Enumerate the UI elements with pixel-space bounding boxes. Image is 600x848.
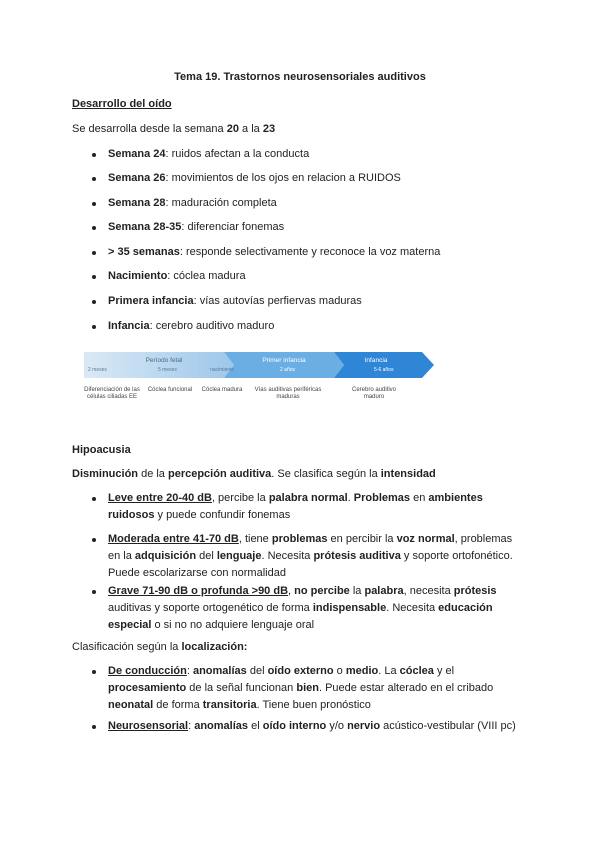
- list-item-text: en: [410, 492, 429, 504]
- list-item-text: o: [333, 665, 346, 677]
- bullet-icon: [92, 497, 96, 501]
- bold-text: cóclea: [399, 665, 434, 677]
- bold-text: medio: [345, 665, 379, 677]
- list-item-text: :: [186, 665, 193, 677]
- timeline-tick: 2 meses: [88, 367, 107, 373]
- list-item: [108, 246, 440, 258]
- list-item-text: . La: [378, 665, 400, 677]
- list-item-term: Leve entre 20-40 dB: [108, 492, 212, 504]
- bullet-icon: [92, 538, 96, 542]
- timeline-phase-fetal: Período fetal: [145, 357, 183, 364]
- list-item-text: : cerebro auditivo maduro: [149, 320, 275, 332]
- list-item-term: De conducción: [108, 665, 187, 677]
- bold-text: problemas: [271, 533, 328, 545]
- list-item-text: la: [349, 585, 365, 597]
- bullet-icon: [92, 725, 96, 729]
- bold-text: anomalías: [194, 720, 249, 732]
- list-item-text: : ruidos afectan a la conducta: [165, 148, 310, 160]
- list-item-line: [108, 509, 290, 521]
- list-item-text: o si no no adquiere lenguaje oral: [151, 619, 315, 631]
- list-item-text: .: [347, 492, 354, 504]
- list-item-term: Semana 28-35: [108, 221, 182, 233]
- list-item-text: . Necesita: [261, 550, 314, 562]
- list-item-text: : diferenciar fonemas: [181, 221, 285, 233]
- list-item: [108, 197, 277, 209]
- list-item-text: del: [246, 665, 268, 677]
- intro-bold: localización:: [181, 641, 248, 653]
- bold-text: voz normal: [396, 533, 455, 545]
- intro-bold: intensidad: [380, 468, 436, 480]
- list-item-text: en la: [108, 550, 135, 562]
- list-item-term: Grave 71-90 dB o profunda >90 dB: [108, 585, 289, 597]
- bold-text: transitoria: [202, 699, 257, 711]
- list-item-line: [108, 619, 314, 631]
- bold-text: anomalías: [192, 665, 247, 677]
- list-item-term: > 35 semanas: [108, 246, 180, 258]
- list-item-text: . Necesita: [386, 602, 439, 614]
- list-item-term: Moderada entre 41-70 dB: [108, 533, 239, 545]
- bold-text: nervio: [347, 720, 381, 732]
- list-item-line: [108, 533, 512, 545]
- list-item-text: ,: [288, 585, 295, 597]
- list-item-line: [108, 665, 454, 677]
- timeline-segment-fetal: [84, 352, 234, 378]
- bullet-icon: [92, 325, 96, 329]
- bold-text: prótesis: [453, 585, 497, 597]
- list-item-text: el: [248, 720, 263, 732]
- list-item-text: . Tiene buen pronóstico: [256, 699, 371, 711]
- list-item: [108, 295, 362, 307]
- list-item-text: , problemas: [454, 533, 513, 545]
- list-item-text: y/o: [326, 720, 348, 732]
- timeline-phase-primer-infancia: Primer infancia: [262, 357, 306, 364]
- bold-text: no percibe: [294, 585, 350, 597]
- bold-text: prótesis auditiva: [313, 550, 401, 562]
- bold-text: especial: [108, 619, 152, 631]
- list-item-text: del: [196, 550, 217, 562]
- list-item: [108, 148, 309, 160]
- bold-text: neonatal: [108, 699, 154, 711]
- list-item-term: Semana 28: [108, 197, 166, 209]
- bullet-icon: [92, 153, 96, 157]
- list-item-line: [108, 682, 493, 694]
- list-item-term: Nacimiento: [108, 270, 168, 282]
- timeline-caption: Cóclea funcional: [147, 387, 193, 393]
- bullet-icon: [92, 300, 96, 304]
- timeline-tick: 5-6 años: [374, 367, 394, 373]
- bold-text: procesamiento: [108, 682, 187, 694]
- bullet-icon: [92, 275, 96, 279]
- section-heading-hipoacusia: Hipoacusia: [72, 444, 131, 456]
- list-item-term: Semana 26: [108, 172, 166, 184]
- list-item-text: , tiene: [238, 533, 272, 545]
- intro-text: a la: [238, 123, 263, 135]
- list-item-term: Semana 24: [108, 148, 166, 160]
- list-item: [108, 320, 274, 332]
- timeline-segment-primer-infancia: [224, 352, 344, 378]
- bold-text: oído externo: [267, 665, 334, 677]
- bold-text: Problemas: [353, 492, 411, 504]
- intro-text: . Se clasifica según la: [271, 468, 381, 480]
- hipoacusia-intro: [72, 468, 436, 480]
- timeline-caption: Diferenciación de las células ciliadas EE: [84, 387, 140, 400]
- intro-week-end: 23: [262, 123, 276, 135]
- list-item-line: [108, 492, 483, 504]
- timeline-tick: nacimiento: [210, 367, 235, 373]
- development-timeline: [84, 352, 436, 378]
- list-item-text: : cóclea madura: [167, 270, 246, 282]
- list-item-text: y puede confundir fonemas: [154, 509, 291, 521]
- list-item-term: Neurosensorial: [108, 720, 189, 732]
- list-item-term: Primera infancia: [108, 295, 194, 307]
- clasificacion-intro: [72, 641, 247, 653]
- list-item-text: de la señal funcionan: [186, 682, 297, 694]
- intro-bold: percepción auditiva: [167, 468, 272, 480]
- list-item: [108, 270, 246, 282]
- bold-text: oído interno: [262, 720, 327, 732]
- list-item-text: : maduración completa: [165, 197, 277, 209]
- bold-text: adquisición: [134, 550, 197, 562]
- list-item-line: [108, 567, 286, 579]
- desarrollo-intro: [72, 123, 275, 135]
- list-item-text: y el: [433, 665, 455, 677]
- list-item: [108, 221, 284, 233]
- bullet-icon: [92, 251, 96, 255]
- list-item-text: en percibir la: [327, 533, 397, 545]
- bullet-icon: [92, 590, 96, 594]
- list-item-text: Puede escolarizarse con normalidad: [108, 567, 286, 579]
- bold-text: educación: [438, 602, 493, 614]
- list-item-text: . Puede estar alterado en el cribado: [318, 682, 494, 694]
- bold-text: ruidosos: [108, 509, 155, 521]
- timeline-caption: Vías auditivas periféricas maduras: [254, 387, 322, 400]
- list-item-text: : movimientos de los ojos en relacion a RUIDOS: [165, 172, 401, 184]
- intro-text: Clasificación según la: [72, 641, 182, 653]
- bullet-icon: [92, 226, 96, 230]
- list-item-text: , percibe la: [211, 492, 269, 504]
- intro-text: Se desarrolla desde la semana: [72, 123, 227, 135]
- bold-text: lenguaje: [216, 550, 262, 562]
- bold-text: palabra: [364, 585, 404, 597]
- list-item-text: y soporte ortofonético.: [400, 550, 513, 562]
- timeline-caption: Cóclea madura: [201, 387, 243, 393]
- bullet-icon: [92, 202, 96, 206]
- intro-bold: Disminución: [72, 468, 139, 480]
- list-item-line: [108, 699, 371, 711]
- list-item-text: , necesita: [403, 585, 454, 597]
- intro-text: de la: [138, 468, 168, 480]
- list-item-text: :: [188, 720, 195, 732]
- timeline-caption: Cerebro auditivo maduro: [351, 387, 397, 400]
- bold-text: ambientes: [428, 492, 483, 504]
- bold-text: palabra normal: [268, 492, 348, 504]
- list-item: [108, 172, 401, 184]
- list-item-text: de forma: [153, 699, 203, 711]
- timeline-segment-infancia: [334, 352, 434, 378]
- timeline-tick: 5 meses: [158, 367, 177, 373]
- section-heading-desarrollo: Desarrollo del oído: [72, 98, 172, 110]
- bold-text: indispensable: [312, 602, 387, 614]
- bold-text: bien: [296, 682, 319, 694]
- list-item-text: : vías autovías perfiervas maduras: [193, 295, 362, 307]
- page-title: Tema 19. Trastornos neurosensoriales auditivos: [174, 71, 426, 83]
- bullet-icon: [92, 670, 96, 674]
- list-item-text: auditivas y soporte ortogenético de forma: [108, 602, 313, 614]
- list-item-line: [108, 720, 516, 732]
- list-item-text: acústico-vestibular (VIII pc): [380, 720, 516, 732]
- timeline-phase-infancia: Infancia: [364, 357, 388, 364]
- list-item-term: Infancia: [108, 320, 150, 332]
- list-item-line: [108, 550, 513, 562]
- list-item-text: : responde selectivamente y reconoce la voz materna: [179, 246, 441, 258]
- bullet-icon: [92, 177, 96, 181]
- list-item-line: [108, 602, 493, 614]
- intro-week-start: 20: [226, 123, 239, 135]
- timeline-tick: 2 años: [280, 367, 296, 373]
- timeline-arrow-graphic: [84, 352, 436, 378]
- list-item-line: [108, 585, 497, 597]
